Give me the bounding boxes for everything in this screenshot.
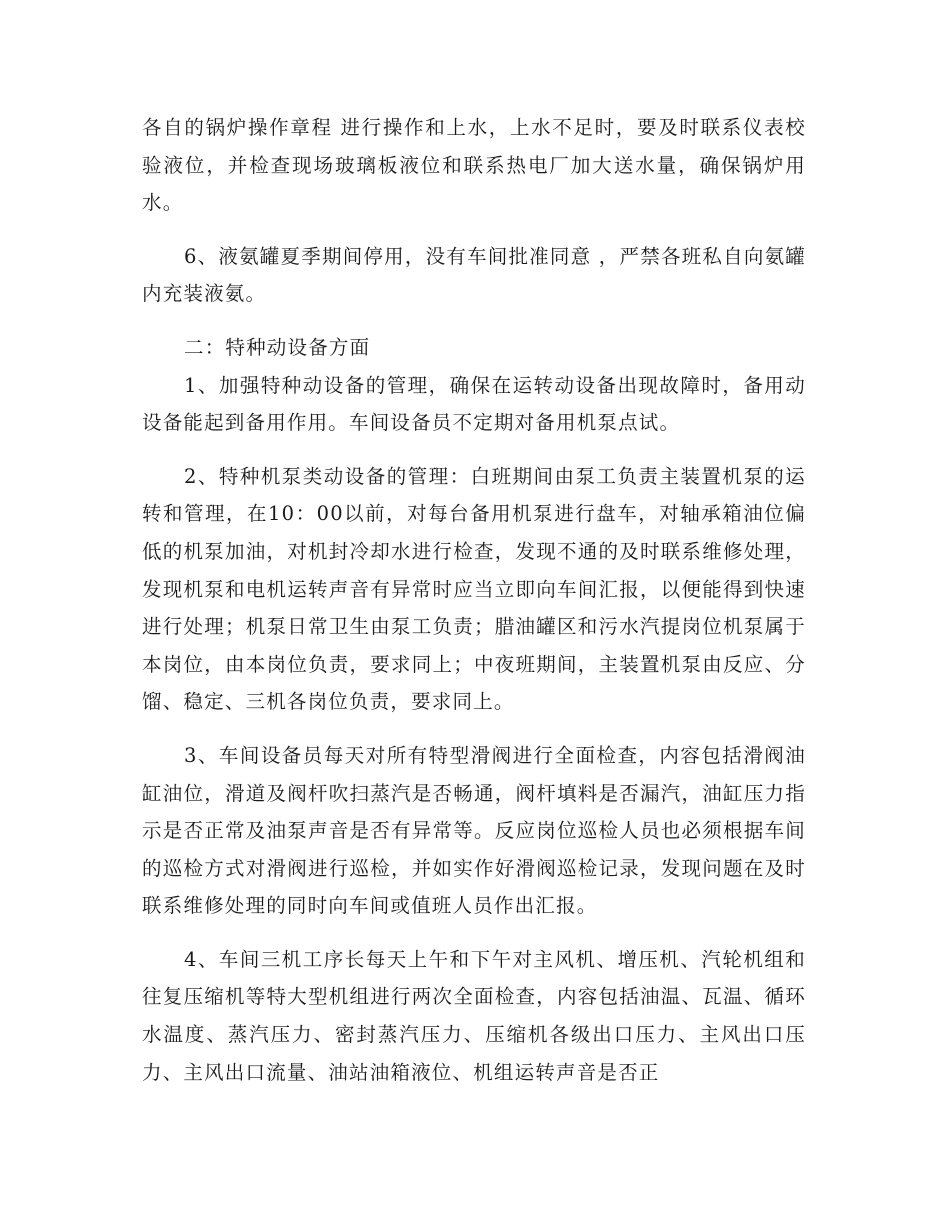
document-body (142, 109, 806, 1091)
paragraph-item-2-pump-management: 2、特种机泵类动设备的管理：白班期间由泵工负责主装置机泵的运转和管理，在10：00以前，对每台备用机泵进行盘车，对轴承箱油位偏低的机泵加油，对机封冷却水进行检查，发现不通的及时联系维修处理，发现机泵和电机运转声音有异常时应当立即向车间汇报，以便能得到快速进行处理；机泵日常卫生由泵工负责；腊油罐区和污水汽提岗位机泵属于本岗位，由本岗位负责，要求同上；中夜班期间，主装置机泵由反应、分馏、稳定、三机各岗位负责，要求同上。 (142, 464, 806, 714)
paragraph-item-4-large-unit-inspection: 4、车间三机工序长每天上午和下午对主风机、增压机、汽轮机组和往复压缩机等特大型机组进行两次全面检查，内容包括油温、瓦温、循环水温度、蒸汽压力、密封蒸汽压力、压缩机各级出口压力、主风出口压力、主风出口流量、油站油箱液位、机组运转声音是否正 (142, 947, 806, 1084)
section-heading-special-equipment: 二：特种动设备方面 (184, 335, 371, 359)
paragraph-item-3-slide-valve-inspection: 3、车间设备员每天对所有特型滑阀进行全面检查，内容包括滑阀油缸油位，滑道及阀杆吹扫蒸汽是否畅通，阀杆填料是否漏汽，油缸压力指示是否正常及油泵声音是否有异常等。反应岗位巡检人员也必须根据车间的巡检方式对滑阀进行巡检，并如实作好滑阀巡检记录，发现问题在及时联系维修处理的同时向车间或值班人员作出汇报。 (142, 743, 806, 918)
paragraph-item-1-equipment-management: 1、加强特种动设备的管理，确保在运转动设备出现故障时，备用动设备能起到备用作用。车间设备员不定期对备用机泵点试。 (142, 373, 806, 435)
paragraph-item-6-ammonia-tank: 6、液氨罐夏季期间停用，没有车间批准同意 ，严禁各班私自向氨罐内充装液氨。 (142, 244, 806, 306)
paragraph-boiler-continuation: 各自的锅炉操作章程 进行操作和上水，上水不足时，要及时联系仪表校验液位，并检查现场玻璃板液位和联系热电厂加大送水量，确保锅炉用水。 (142, 116, 806, 215)
